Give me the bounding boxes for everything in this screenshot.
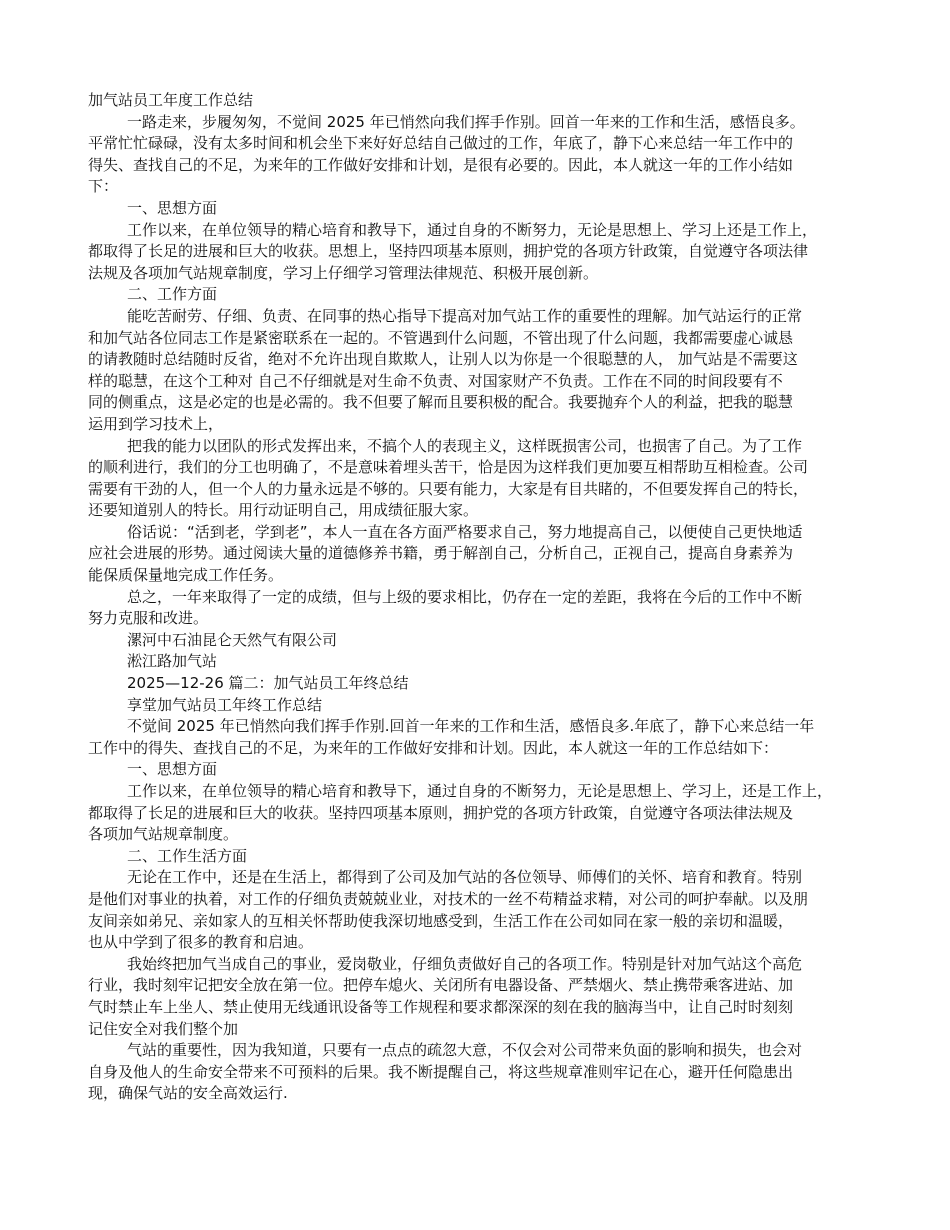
document-body: [88, 90, 868, 1105]
text-line: 样的聪慧，在这个工种对 自己不仔细就是对生命不负责、对国家财产不负责。工作在不同的时间段要有不: [88, 371, 783, 390]
text-line: 运用到学习技术上，: [88, 414, 224, 433]
text-line: 气时禁止车上坐人、禁止使用无线通讯设备等工作规程和要求都深深的刻在我的脑海当中，让自己时时刻刻: [88, 997, 794, 1016]
text-line: 的顺利进行，我们的分工也明确了，不是意味着埋头苦干，恰是因为这样我们更加要互相帮助互相检查。公司: [88, 458, 809, 477]
text-line: 各项加气站规章制度。: [88, 825, 239, 844]
text-line: 把我的能力以团队的形式发挥出来，不搞个人的表现主义，这样既损害公司，也损害了自己。为了工作: [127, 436, 803, 455]
text-line: 现，确保气站的安全高效运行.: [88, 1084, 288, 1103]
text-line: 得失、查找自己的不足，为来年的工作做好安排和计划，是很有必要的。因此，本人就这一年的工作小结如: [88, 155, 794, 174]
text-line: 享堂加气站员工年终工作总结: [127, 695, 323, 714]
text-line: 的请教随时总结随时反省，绝对不允许出现自欺欺人，让别人以为你是一个很聪慧的人， 加气站是不需要这: [88, 350, 798, 369]
text-line: 记住安全对我们整个加: [88, 1019, 239, 1038]
text-line: 总之，一年来取得了一定的成绩，但与上级的要求相比，仍存在一定的差距，我将在今后的工作中不断: [127, 587, 803, 606]
text-line: 工作以来，在单位领导的精心培育和教导下，通过自身的不断努力，无论是思想上、学习上还是工作上，: [127, 220, 818, 239]
text-line: 二、工作生活方面: [127, 846, 248, 865]
text-line: 无论在工作中，还是在生活上，都得到了公司及加气站的各位领导、师傅们的关怀、培育和教育。特别: [127, 868, 803, 887]
text-line: 2025—12-26 篇二：加气站员工年终总结: [127, 674, 409, 693]
text-line: 都取得了长足的进展和巨大的收获。思想上，坚持四项基本原则，拥护党的各项方针政策，自觉遵守各项法律: [88, 242, 809, 261]
text-line: 和加气站各位同志工作是紧密联系在一起的。不管遇到什么问题，不管出现了什么问题，我都需要虚心诚恳: [88, 328, 794, 347]
text-line: 法规及各项加气站规章制度，学习上仔细学习管理法律规范、积极开展创新。: [88, 263, 599, 282]
text-line: 友间亲如弟兄、亲如家人的互相关怀帮助使我深切地感受到，生活工作在公司如同在家一般的亲切和温暖，: [88, 911, 794, 930]
text-line: 能保质保量地完成工作任务。: [88, 566, 284, 585]
text-line: 还要知道别人的特长。用行动证明自己，用成绩征服大家。: [88, 501, 479, 520]
text-line: 也从中学到了很多的教育和启迪。: [88, 933, 314, 952]
text-line: 工作中的得失、查找自己的不足，为来年的工作做好安排和计划。因此，本人就这一年的工作总结如下：: [88, 738, 779, 757]
text-line: 一、思想方面: [127, 198, 218, 217]
text-line: 都取得了长足的进展和巨大的收获。坚持四项基本原则，拥护党的各项方针政策，自觉遵守各项法律法规及: [88, 803, 794, 822]
text-line: 气站的重要性，因为我知道，只要有一点点的疏忽大意，不仅会对公司带来负面的影响和损失，也会对: [127, 1041, 803, 1060]
text-line: 是他们对事业的执着，对工作的仔细负责兢兢业业，对技术的一丝不苟精益求精，对公司的呵护奉献。以及朋: [88, 889, 809, 908]
text-line: 工作以来，在单位领导的精心培育和教导下，通过自身的不断努力，无论是思想上、学习上，还是工作上，: [127, 782, 833, 800]
text-line: 需要有干劲的人，但一个人的力量永远是不够的。只要有能力，大家是有目共睹的，不但要发挥自己的特长，: [88, 479, 809, 498]
text-line: 淞江路加气站: [127, 652, 218, 671]
document-title: 加气站员工年度工作总结: [88, 91, 254, 109]
text-line: 努力克服和改进。: [88, 609, 209, 628]
text-line: 二、工作方面: [127, 285, 218, 304]
text-line: 平常忙忙碌碌，没有太多时间和机会坐下来好好总结自己做过的工作，年底了，静下心来总结一年工作中的: [88, 134, 794, 153]
text-line: 不觉间 2025 年已悄然向我们挥手作别.回首一年来的工作和生活，感悟良多.年底了，静下心来总结一年: [127, 717, 815, 736]
text-line: 应社会进展的形势。通过阅读大量的道德修养书籍，勇于解剖自己，分析自己，正视自己，提高自身素养为: [88, 544, 794, 563]
text-line: 同的侧重点，这是必定的也是必需的。我不但要了解而且要积极的配合。我要抛弃个人的利益，把我的聪慧: [88, 393, 794, 412]
text-line: 一路走来，步履匆匆，不觉间 2025 年已悄然向我们挥手作别。回首一年来的工作和生活，感悟良多。: [127, 112, 805, 131]
text-line: 我始终把加气当成自己的事业，爱岗敬业，仔细负责做好自己的各项工作。特别是针对加气站这个高危: [127, 954, 803, 973]
text-line: 行业，我时刻牢记把安全放在第一位。把停车熄火、关闭所有电器设备、严禁烟火、禁止携带乘客进站、加: [88, 976, 794, 995]
text-line: 自身及他人的生命安全带来不可预料的后果。我不断提醒自己，将这些规章准则牢记在心，避开任何隐患出: [88, 1062, 794, 1081]
text-line: 俗话说：“活到老，学到老”，本人一直在各方面严格要求自己，努力地提高自己，以便使自己更快地适: [127, 522, 803, 541]
text-line: 一、思想方面: [127, 760, 218, 779]
text-line: 能吃苦耐劳、仔细、负责、在同事的热心指导下提高对加气站工作的重要性的理解。加气站运行的正常: [127, 306, 803, 325]
text-line: 下：: [88, 177, 119, 196]
text-line: 漯河中石油昆仑天然气有限公司: [127, 630, 338, 649]
